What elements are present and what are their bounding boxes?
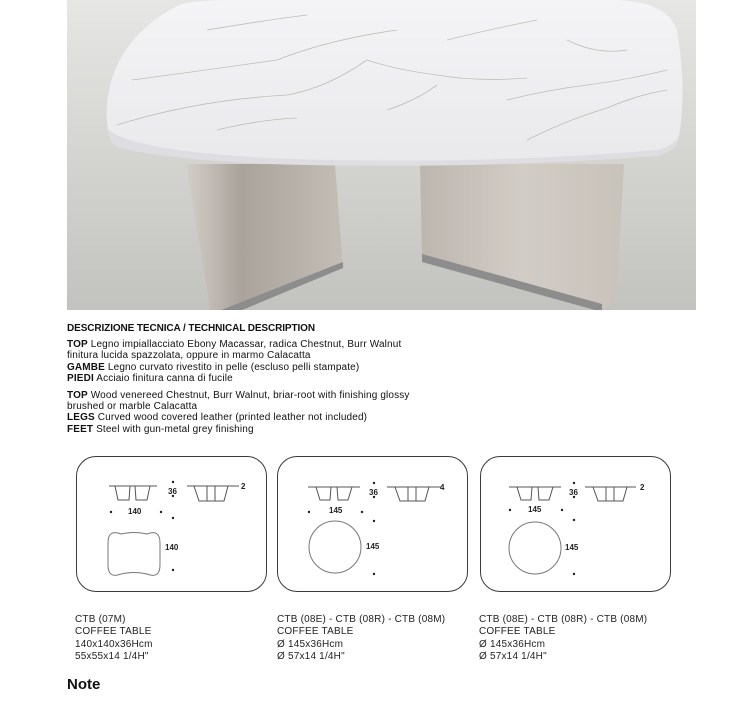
- desc-line-top-en-cont: brushed or marble Calacatta: [67, 401, 198, 413]
- technical-description: [67, 323, 487, 441]
- depth-dimension: 140: [165, 543, 179, 552]
- top-thickness-dimension: 2: [241, 482, 246, 491]
- note-heading: Note: [67, 676, 101, 693]
- top-thickness-dimension: 4: [440, 483, 445, 492]
- product-type: COFFEE TABLE: [75, 626, 152, 638]
- product-size-in: Ø 57x14 1/4H": [479, 650, 547, 662]
- depth-dimension: 145: [366, 542, 380, 551]
- product-code: CTB (08E) - CTB (08R) - CTB (08M): [277, 614, 446, 625]
- dimension-drawing: [278, 457, 469, 593]
- product-type: COFFEE TABLE: [277, 626, 354, 638]
- depth-dimension: 145: [565, 543, 579, 552]
- product-spec-08-b: [479, 614, 647, 663]
- width-dimension: 140: [128, 507, 142, 516]
- product-code: CTB (08E) - CTB (08R) - CTB (08M): [479, 614, 648, 625]
- description-title: DESCRIZIONE TECNICA / TECHNICAL DESCRIPTION: [67, 323, 315, 334]
- description-english: [67, 390, 487, 435]
- product-type: COFFEE TABLE: [479, 626, 556, 638]
- product-size-in: 55x55x14 1/4H": [75, 650, 149, 662]
- product-size-in: Ø 57x14 1/4H": [277, 650, 345, 662]
- product-code: CTB (07M): [75, 614, 126, 625]
- desc-line-top-it: TOP Legno impiallacciato Ebony Macassar, radica Chestnut, Burr Walnut: [67, 339, 402, 351]
- product-size-cm: Ø 145x36Hcm: [479, 638, 546, 650]
- dimension-drawing: [77, 457, 268, 593]
- desc-line-top-it-cont: finitura lucida spazzolata, oppure in marmo Calacatta: [67, 350, 311, 362]
- desc-line-legs: LEGS Curved wood covered leather (printed leather not included): [67, 412, 368, 424]
- product-size-cm: 140x140x36Hcm: [75, 638, 153, 650]
- desc-line-piedi: PIEDI Acciaio finitura canna di fucile: [67, 372, 233, 384]
- drawing-card-08-a: [277, 456, 468, 592]
- width-dimension: 145: [329, 506, 343, 515]
- drawing-card-07m: [76, 456, 267, 592]
- height-dimension: 36: [569, 488, 578, 497]
- product-photo: [67, 0, 696, 310]
- dimension-drawing: [481, 457, 672, 593]
- width-dimension: 145: [528, 505, 542, 514]
- top-thickness-dimension: 2: [640, 483, 645, 492]
- desc-line-gambe: GAMBE Legno curvato rivestito in pelle (escluso pelli stampate): [67, 361, 360, 373]
- height-dimension: 36: [168, 487, 177, 496]
- desc-line-top-en: TOP Wood venereed Chestnut, Burr Walnut, briar-root with finishing glossy: [67, 390, 410, 402]
- desc-line-feet: FEET Steel with gun-metal grey finishing: [67, 423, 254, 435]
- description-italian: [67, 339, 487, 384]
- height-dimension: 36: [369, 488, 378, 497]
- coffee-table-illustration: [67, 0, 696, 310]
- product-spec-07m: [75, 614, 153, 663]
- product-spec-08-a: [277, 614, 445, 663]
- drawing-card-08-b: [480, 456, 671, 592]
- product-size-cm: Ø 145x36Hcm: [277, 638, 344, 650]
